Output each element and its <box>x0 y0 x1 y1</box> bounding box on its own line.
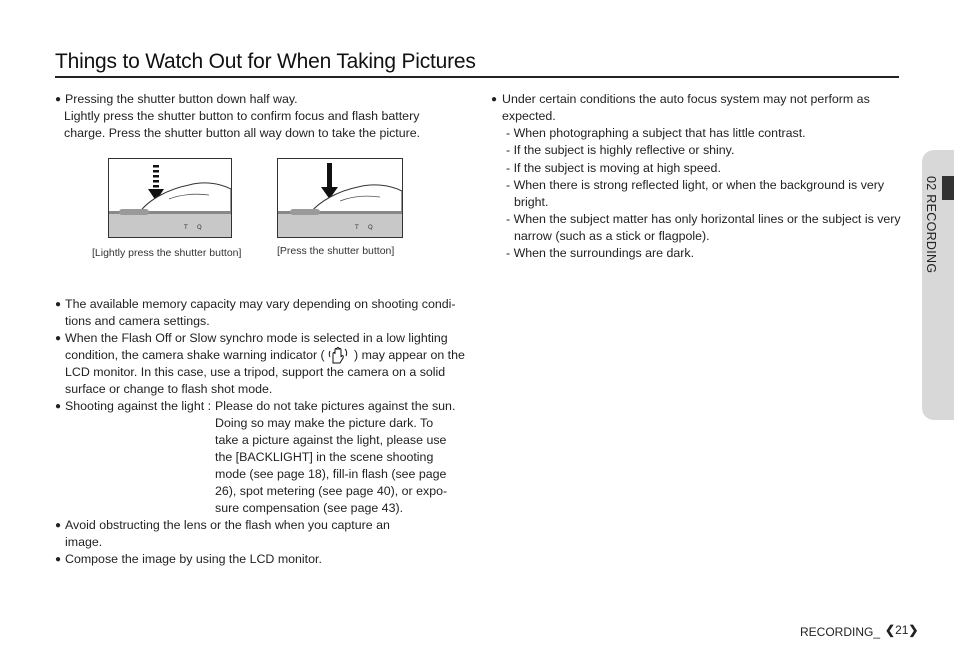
chapter-marker <box>942 176 954 200</box>
autofocus-item: - If the subject is highly reflective or shiny. <box>506 143 735 157</box>
autofocus-item: - When there is strong reflected light, or when the background is very <box>506 178 885 192</box>
bullet: ● <box>491 94 498 105</box>
backlight-line: the [BACKLIGHT] in the scene shooting <box>215 450 434 464</box>
figure-caption-half-press: [Lightly press the shutter button] <box>92 247 242 259</box>
bullet: ● <box>55 554 62 565</box>
para6-line1: Compose the image by using the LCD monitor. <box>65 552 322 566</box>
para2-line1: The available memory capacity may vary depending on shooting condi- <box>65 297 456 311</box>
backlight-line: Please do not take pictures against the sun. <box>215 399 456 413</box>
autofocus-item: - When photographing a subject that has little contrast. <box>506 126 806 140</box>
autofocus-item-cont: narrow (such as a stick or flagpole). <box>514 229 710 243</box>
autofocus-item: - If the subject is moving at high speed. <box>506 161 721 175</box>
backlight-label: Shooting against the light : <box>65 399 212 413</box>
backlight-line: mode (see page 18), fill-in flash (see page <box>215 467 447 481</box>
para3-line2a: condition, the camera shake warning indicator ( <box>65 348 325 362</box>
figure-caption-full-press: [Press the shutter button] <box>277 245 395 257</box>
footer-section-label: RECORDING_ <box>800 625 881 639</box>
svg-text:T: T <box>184 224 188 231</box>
page-number: ❮21❯ <box>885 623 919 637</box>
para1-line2: Lightly press the shutter button to confirm focus and flash battery <box>64 109 420 123</box>
para5-line2: image. <box>65 535 103 549</box>
autofocus-intro-line2: expected. <box>502 109 556 123</box>
bullet: ● <box>55 520 62 531</box>
autofocus-intro-line1: Under certain conditions the auto focus system may not perform as <box>502 92 870 106</box>
bullet: ● <box>55 401 62 412</box>
autofocus-item: - When the subject matter has only horizontal lines or the subject is very <box>506 212 901 226</box>
para1-line1: Pressing the shutter button down half way. <box>65 92 298 106</box>
backlight-line: sure compensation (see page 43). <box>215 501 404 515</box>
page-number-value: 21 <box>895 623 909 637</box>
backlight-line: Doing so may make the picture dark. To <box>215 416 434 430</box>
half-press-illustration <box>108 158 232 238</box>
para3-line1: When the Flash Off or Slow synchro mode is selected in a low lighting <box>65 331 448 345</box>
title-rule <box>55 76 899 78</box>
svg-text:Q: Q <box>368 224 373 231</box>
autofocus-item: - When the surroundings are dark. <box>506 246 695 260</box>
svg-text:Q: Q <box>197 224 202 231</box>
para1-line3: charge. Press the shutter button all way down to take the picture. <box>64 126 421 140</box>
bullet: ● <box>55 94 62 105</box>
bullet: ● <box>55 333 62 344</box>
down-arrow-icon <box>321 163 338 199</box>
autofocus-item-cont: bright. <box>514 195 549 209</box>
bullet: ● <box>55 299 62 310</box>
svg-text:T: T <box>355 224 359 231</box>
para3-line4: surface or change to flash shot mode. <box>65 382 273 396</box>
chapter-label: 02 RECORDING <box>924 176 938 274</box>
para3-line3: LCD monitor. In this case, use a tripod, support the camera on a solid <box>65 365 446 379</box>
backlight-line: take a picture against the light, please use <box>215 433 447 447</box>
para2-line2: tions and camera settings. <box>65 314 210 328</box>
para3-line2b: ) may appear on the <box>354 348 465 362</box>
page-title: Things to Watch Out for When Taking Pictures <box>55 50 476 73</box>
backlight-line: 26), spot metering (see page 40), or expo- <box>215 484 448 498</box>
full-press-illustration <box>277 158 403 238</box>
para5-line1: Avoid obstructing the lens or the flash when you capture an <box>65 518 390 532</box>
